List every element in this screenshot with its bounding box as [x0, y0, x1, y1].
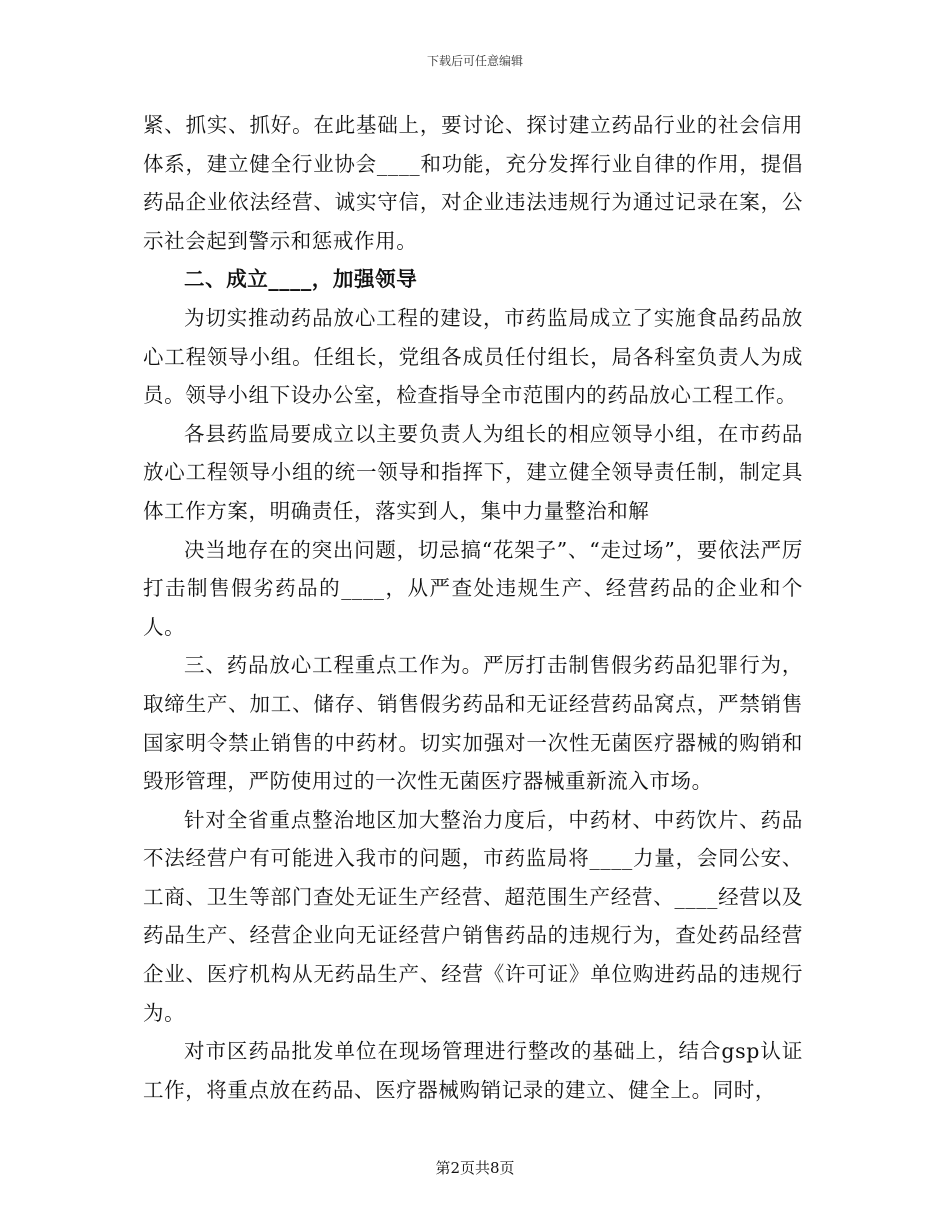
paragraph-5 — [143, 646, 803, 800]
paragraph-6: 针对全省重点整治地区加大整治力度后，中药材、中药饮片、药品不法经营户有可能进入我市的问题，市药监局将____力量，会同公安、工商、卫生等部门查处无证生产经营、超范围生产经营、____经营以及药品生产、经营企业向无证经营户销售药品的违规行为，查处药品经营企业、医疗机构从无药品生产、经营《许可证》单位购进药品的违规行为。 — [143, 807, 803, 1025]
paragraph-1: 紧、抓实、抓好。在此基础上，要讨论、探讨建立药品行业的社会信用体系，建立健全行业协会____和功能，充分发挥行业自律的作用，提倡药品企业依法经营、诚实守信，对企业违法违规行为通过记录在案，公示社会起到警示和惩戒作用。 — [143, 113, 803, 253]
page-header-note: 下载后可任意编辑 — [426, 54, 523, 68]
paragraph-5-text: 严厉打击制售假劣药品犯罪行为，取缔生产、加工、储存、销售假劣药品和无证经营药品窝点，严禁销售国家明令禁止销售的中药材。切实加强对一次性无菌医疗器械的购销和毁形管理，严防使用过的一次性无菌医疗器械重新流入市场。 — [143, 653, 803, 794]
paragraph-3: 各县药监局要成立以主要负责人为组长的相应领导小组，在市药品放心工程领导小组的统一领导和指挥下，建立健全领导责任制，制定具体工作方案，明确责任，落实到人，集中力量整治和解 — [143, 421, 803, 523]
paragraph-2: 为切实推动药品放心工程的建设，市药监局成立了实施食品药品放心工程领导小组。任组长，党组各成员任付组长，局各科室负责人为成员。领导小组下设办公室，检查指导全市范围内的药品放心工程工作。 — [143, 305, 803, 408]
page-number: 第2页共8页 — [435, 1159, 515, 1177]
document-body — [143, 106, 803, 1109]
section-heading-3: 三、药品放心工程重点工作为。 — [184, 653, 483, 678]
section-heading-2: 二、成立____，加强领导 — [184, 267, 418, 292]
paragraph-4: 决当地存在的突出问题，切忌搞“花架子”、“走过场”，要依法严厉打击制售假劣药品的____，从严查处违规生产、经营药品的企业和个人。 — [143, 537, 803, 639]
paragraph-7: 对市区药品批发单位在现场管理进行整改的基础上，结合gsp认证工作，将重点放在药品、医疗器械购销记录的建立、健全上。同时， — [143, 1039, 803, 1102]
